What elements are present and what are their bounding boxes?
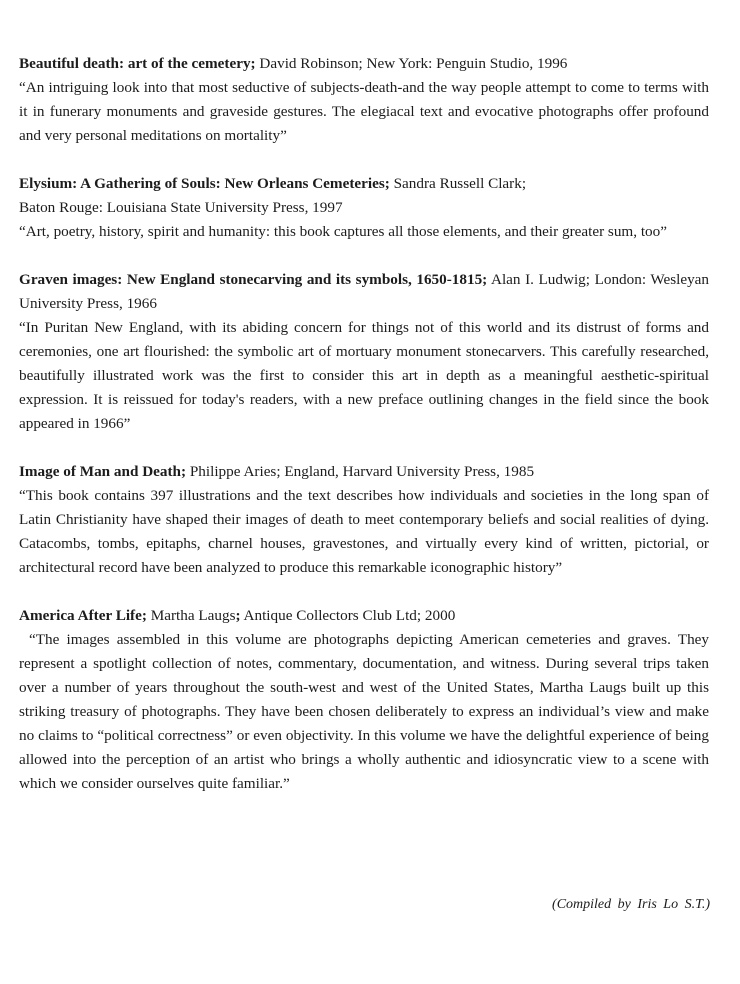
book-author: Martha Laugs (146, 607, 236, 624)
book-publisher: Antique Collectors Club Ltd; 2000 (240, 607, 456, 624)
book-description: “In Puritan New England, with its abiding concern for things not of this world and its distrust of forms and ceremonies, one art flourished: the symbolic art of mortuary monument stonecarvers. This carefully researched, beautifully illustrated work was the first to consider this art in depth as a meaningful aesthetic-spiritual expression. It is reissued for today's readers, with a new preface outlining changes in the field since the book appeared in 1966” (19, 319, 709, 432)
book-title: Elysium: A Gathering of Souls: New Orleans Cemeteries; (19, 175, 390, 192)
book-description: “This book contains 397 illustrations and the text describes how individuals and societies in the long span of Latin Christianity have shaped their images of death to meet contemporary beliefs and social realities of dying. Catacombs, tombs, epitaphs, charnel houses, gravestones, and virtually every kind of written, pictorial, or architectural record have been analyzed to produce this remarkable iconographic history” (19, 487, 709, 576)
book-citation (19, 172, 709, 196)
book-entry-elysium (19, 172, 709, 244)
book-citation (19, 604, 709, 628)
book-entry-graven-images (19, 268, 709, 436)
book-description: “Art, poetry, history, spirit and humanity: this book captures all those elements, and their greater sum, too” (19, 223, 667, 240)
book-publisher: Baton Rouge: Louisiana State University Press, 1997 (19, 199, 343, 216)
book-title: Image of Man and Death; (19, 463, 187, 480)
book-description: “The images assembled in this volume are photographs depicting American cemeteries and graves. They represent a spotlight collection of notes, commentary, documentation, and witness. During several trips taken over a number of years throughout the south-west and west of the United States, Martha Laugs built up this striking treasury of photographs. They have been chosen deliberately to express an individual’s view and make no claims to “political correctness” or even objectivity. In this volume we have the delightful experience of being allowed into the perception of an artist who brings a wholly authentic and idiosyncratic view to a scene with which we consider ourselves quite familiar.” (19, 631, 709, 792)
book-list (19, 52, 709, 820)
book-author-publisher: David Robinson; New York: Penguin Studio, 1996 (255, 55, 568, 72)
book-title: Graven images: New England stonecarving and its symbols, 1650-1815; (19, 271, 488, 288)
book-citation (19, 268, 709, 316)
citation-separator: ; (235, 607, 241, 624)
book-entry-america-after-life (19, 604, 709, 796)
book-citation (19, 52, 709, 76)
compiler-credit: (Compiled by Iris Lo S.T.) (552, 897, 710, 912)
book-title: America After Life; (19, 607, 147, 624)
book-entry-image-of-man-and-death (19, 460, 709, 580)
book-entry-beautiful-death (19, 52, 709, 148)
book-description: “An intriguing look into that most seductive of subjects-death-and the way people attempt to come to terms with it in funerary monuments and graveside gestures. The elegiacal text and evocative photographs offer profound and very personal meditations on mortality” (19, 79, 709, 144)
book-author: Sandra Russell Clark; (389, 175, 527, 192)
book-author-publisher: Alan I. Ludwig; London: Wesleyan University Press, 1966 (19, 271, 710, 312)
book-author-publisher: Philippe Aries; England, Harvard University Press, 1985 (186, 463, 535, 480)
book-citation (19, 460, 709, 484)
book-title: Beautiful death: art of the cemetery; (19, 55, 256, 72)
